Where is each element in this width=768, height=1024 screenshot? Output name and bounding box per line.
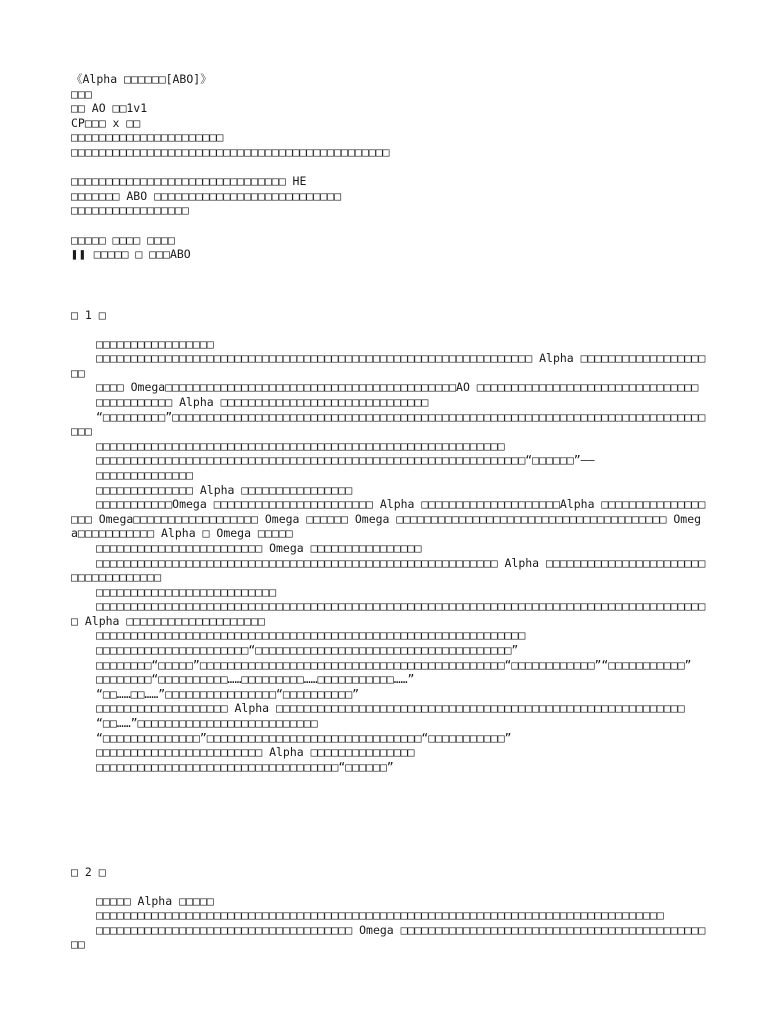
paragraph: □□□□□□□□□□□□□□□□□□□□□□“□□□□□□□□□□□□□□□□□□□□□□□□□□□□□□□□□□□□□” (96, 643, 519, 658)
header-line-text: □□□□□ □ □□□ABO (93, 247, 191, 262)
header-line: □□□□□□□□□□□□□□□□□ (71, 203, 189, 218)
paragraph: □□□□□□□□□□□Omega □□□□□□□□□□□□□□□□□□□□□□□ Alpha □□□□□□□□□□□□□□□□□□□□Alpha □□□□□□□□□□□□□□□□□□ Omega□□□□□□□□□□□□□□□□□□ Omega □□□□□□ Omega □□□□□□□□□□□□□□□□□□□□□□□□□□□□□□□□□□□□□□□ Omega□□□□□□□□□□□ Alpha □ Omega □□□□□ (71, 497, 706, 541)
paragraph: □□□□□□□□□□□□□□ (96, 467, 193, 482)
paragraph: □□□□ Omega□□□□□□□□□□□□□□□□□□□□□□□□□□□□□□□□□□□□□□□□□□AO □□□□□□□□□□□□□□□□□□□□□□□□□□□□□□□□ (96, 380, 699, 395)
paragraph: □□□□□□□□□□□□□□□□□□□□□□□□□□□□□□□□□□□□□ Omega □□□□□□□□□□□□□□□□□□□□□□□□□□□□□□□□□□□□□□□□□□□□□□ (71, 922, 706, 952)
book-title: 《Alpha □□□□□□[ABO]》 (71, 72, 212, 86)
chapter-body (71, 894, 707, 952)
pause-icon: ❚❚ (71, 247, 87, 262)
paragraph: □□□□□□□□□□□□□□□□□□□□□□□□□□□□□□□□□□□□□□□□□□□□□□□□□□□□□□□□□□□□□□□□□□□□□□□□□□□□□□□□□□ (96, 908, 664, 923)
paragraph: □□□□□ Alpha □□□□□ (96, 893, 214, 908)
paragraph: □□□□□□□□□□□□□□□□□ (96, 336, 214, 351)
header-line: □□ AO □□1v1 (71, 101, 148, 116)
paragraph: □□□□□□□□□□□ Alpha □□□□□□□□□□□□□□□□□□□□□□□□□□□□□□ (96, 394, 429, 409)
paragraph: “□□……□□……”□□□□□□□□□□□□□□□□“□□□□□□□□□□” (96, 686, 360, 701)
chapter-2 (71, 865, 707, 952)
paragraph: □□□□□□□□□□□□□□ Alpha □□□□□□□□□□□□□□□□ (96, 482, 353, 497)
chapter-1 (71, 308, 707, 774)
paragraph: □□□□□□□□□□□□□□□□□□□□□□□□□□ (96, 584, 277, 599)
header-line: □□□□□□□□□□□□□□□□□□□□□□□□□□□□□□□ HE (71, 174, 307, 189)
chapter-heading: □ 1 □ (71, 308, 106, 322)
header-line: CP□□□ x □□ (71, 115, 141, 130)
paragraph: “□□□□□□□□□□□□□□”□□□□□□□□□□□□□□□□□□□□□□□□□□□□□□□“□□□□□□□□□□□” (96, 730, 512, 745)
paragraph: □□□□□□□□□□□□□□□□□□□ Alpha □□□□□□□□□□□□□□□□□□□□□□□□□□□□□□□□□□□□□□□□□□□□□□□□□□□□□□□□□□□ (96, 701, 685, 716)
chapter-body (71, 337, 707, 775)
paragraph: □□□□□□□□□□□□□□□□□□□□□□□□ Omega □□□□□□□□□□□□□□□□ (96, 540, 422, 555)
paragraph: □□□□□□□□□□□□□□□□□□□□□□□□ Alpha □□□□□□□□□□□□□□□ (96, 745, 415, 760)
header-line: □□□□□□□ ABO □□□□□□□□□□□□□□□□□□□□□□□□□□□ (71, 188, 342, 203)
paragraph: □□□□□□□□□□□□□□□□□□□□□□□□□□□□□□□□□□□□□□□□□□□□□□□□□□□□□□□□□□ Alpha □□□□□□□□□□□□□□□□□□□□□□□□□□□□□□□□□□□□ (71, 555, 706, 585)
paragraph: □□□□□□□□“□□□□□”□□□□□□□□□□□□□□□□□□□□□□□□□□□□□□□□□□□□□□□□□□□□“□□□□□□□□□□□□”“□□□□□□□□□□□” (96, 657, 692, 672)
paragraph: □□□□□□□□□□□□□□□□□□□□□□□□□□□□□□□□□□□□□□□□□□□□□□□□□□□□□□□□□□□□□□ (96, 628, 526, 643)
document-header (71, 72, 711, 262)
paragraph: □□□□□□□□“□□□□□□□□□□……□□□□□□□□□……□□□□□□□□□□□……” (96, 672, 415, 687)
paragraph: “□□……”□□□□□□□□□□□□□□□□□□□□□□□□□□ (96, 716, 318, 731)
header-line: □□□□□ □□□□ □□□□ (71, 232, 175, 247)
paragraph: □□□□□□□□□□□□□□□□□□□□□□□□□□□□□□□□□□□□□□□□□□□□□□□□□□□□□□□□□□□□□□□□□□□□□□□□□□□□□□□□□□□□□□□□□ Alpha □□□□□□□□□□□□□□□□□□□□ (71, 599, 706, 628)
header-line: □□□□□□□□□□□□□□□□□□□□□□ (71, 130, 224, 145)
chapter-heading: □ 2 □ (71, 865, 106, 879)
paragraph: □□□□□□□□□□□□□□□□□□□□□□□□□□□□□□□□□□□□□□□□□□□□□□□□□□□□□□□□□□□□□□□ Alpha □□□□□□□□□□□□□□□□□□□□ (71, 351, 706, 380)
header-line: □□□ (71, 86, 92, 101)
paragraph: □□□□□□□□□□□□□□□□□□□□□□□□□□□□□□□□□□□“□□□□□□” (96, 759, 394, 774)
paragraph: “□□□□□□□□□”□□□□□□□□□□□□□□□□□□□□□□□□□□□□□□□□□□□□□□□□□□□□□□□□□□□□□□□□□□□□□□□□□□□□□□□□□□□□□□□□ (71, 409, 706, 439)
paragraph: □□□□□□□□□□□□□□□□□□□□□□□□□□□□□□□□□□□□□□□□□□□□□□□□□□□□□□□□□□□□□□“□□□□□□”—— (96, 453, 595, 468)
header-line: □□□□□□□□□□□□□□□□□□□□□□□□□□□□□□□□□□□□□□□□□□□□□□ (71, 144, 390, 159)
header-line (71, 247, 711, 262)
paragraph: □□□□□□□□□□□□□□□□□□□□□□□□□□□□□□□□□□□□□□□□□□□□□□□□□□□□□□□□□□□ (96, 438, 505, 453)
